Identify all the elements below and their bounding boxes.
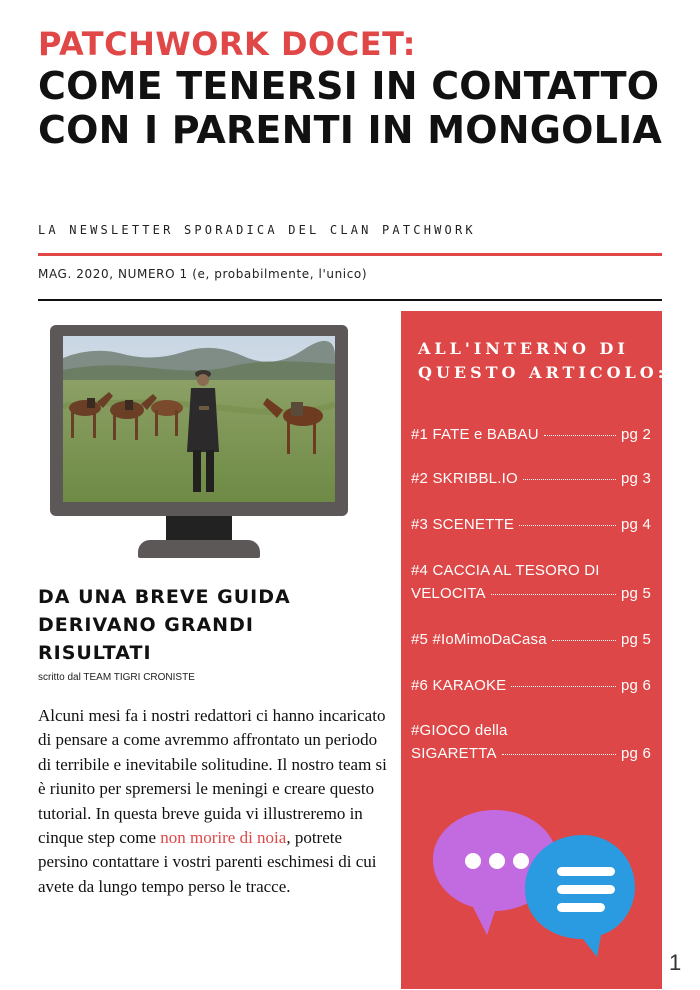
body-text-part2: , potrete persino contattare i vostri parenti eschimesi di cui avete da lungo tempo perso le tracce.	[38, 828, 377, 896]
toc-dots	[519, 525, 616, 526]
sidebar-title-line2: QUESTO ARTICOLO:	[418, 363, 668, 382]
toc-item[interactable]	[411, 423, 651, 446]
toc-label-line1: #GIOCO della	[411, 722, 508, 739]
chat-bubble-blue	[525, 835, 635, 957]
article-byline: scritto dal TEAM TIGRI CRONISTE	[38, 672, 195, 683]
chat-bubbles-icon	[425, 805, 640, 965]
toc-item[interactable]	[411, 674, 651, 697]
toc-item[interactable]	[411, 719, 651, 765]
body-highlight: non morire di noia	[160, 828, 287, 848]
dot	[513, 853, 529, 869]
text-line	[557, 903, 605, 912]
toc-label: #1 FATE e BABAU	[411, 426, 539, 443]
red-divider	[38, 253, 662, 256]
toc-page: pg 4	[621, 516, 651, 533]
page-title: COME TENERSI IN CONTATTO CON I PARENTI IN MONGOLIA	[38, 64, 663, 152]
monitor-stand-neck	[166, 516, 232, 542]
text-line	[557, 867, 615, 876]
newsletter-subtitle: LA NEWSLETTER SPORADICA DEL CLAN PATCHWORK	[38, 223, 476, 237]
toc-label: #3 SCENETTE	[411, 516, 515, 533]
dot	[489, 853, 505, 869]
sidebar-title-line1: ALL'INTERNO DI	[418, 339, 629, 358]
toc-page: pg 5	[621, 585, 651, 602]
toc-dots	[502, 754, 616, 755]
toc-dots	[511, 686, 616, 687]
monitor-stand-base	[138, 540, 260, 558]
toc-item[interactable]	[411, 513, 651, 536]
toc-page: pg 5	[621, 631, 651, 648]
issue-line: MAG. 2020, NUMERO 1 (e, probabilmente, l'unico)	[38, 267, 368, 281]
article-heading: DA UNA BREVE GUIDA DERIVANO GRANDI RISULTATI	[38, 586, 291, 664]
toc-dots	[491, 594, 616, 595]
toc-dots	[544, 435, 616, 436]
toc-label: #2 SKRIBBL.IO	[411, 470, 518, 487]
toc-label: #6 KARAOKE	[411, 677, 507, 694]
sidebar-title	[418, 337, 668, 385]
black-divider	[38, 299, 662, 301]
photo-mongolia	[63, 336, 335, 502]
toc-page: pg 3	[621, 470, 651, 487]
dot	[465, 853, 481, 869]
kicker: PATCHWORK DOCET:	[38, 25, 416, 63]
toc-dots	[552, 640, 616, 641]
toc-item[interactable]	[411, 628, 651, 651]
toc-item[interactable]	[411, 559, 651, 605]
page-number: 1	[669, 950, 682, 975]
toc-page: pg 6	[621, 677, 651, 694]
toc-page: pg 2	[621, 426, 651, 443]
toc-label: VELOCITA	[411, 585, 486, 602]
body-text-part1: Alcuni mesi fa i nostri redattori ci hanno incaricato di pensare a come avremmo affrontato un periodo di terribile e inevitabile solitudine. Il nostro team si è riunito per spremersi le meningi e creare questo tutorial. In questa breve guida vi illustreremo in cinque step come	[38, 706, 387, 848]
article-body	[38, 704, 388, 899]
toc-label-line1: #4 CACCIA AL TESORO DI	[411, 562, 600, 579]
toc-page: pg 6	[621, 745, 651, 762]
toc-label: SIGARETTA	[411, 745, 497, 762]
toc-label: #5 #IoMimoDaCasa	[411, 631, 547, 648]
text-line	[557, 885, 615, 894]
toc-dots	[523, 479, 616, 480]
toc-item[interactable]	[411, 467, 651, 490]
